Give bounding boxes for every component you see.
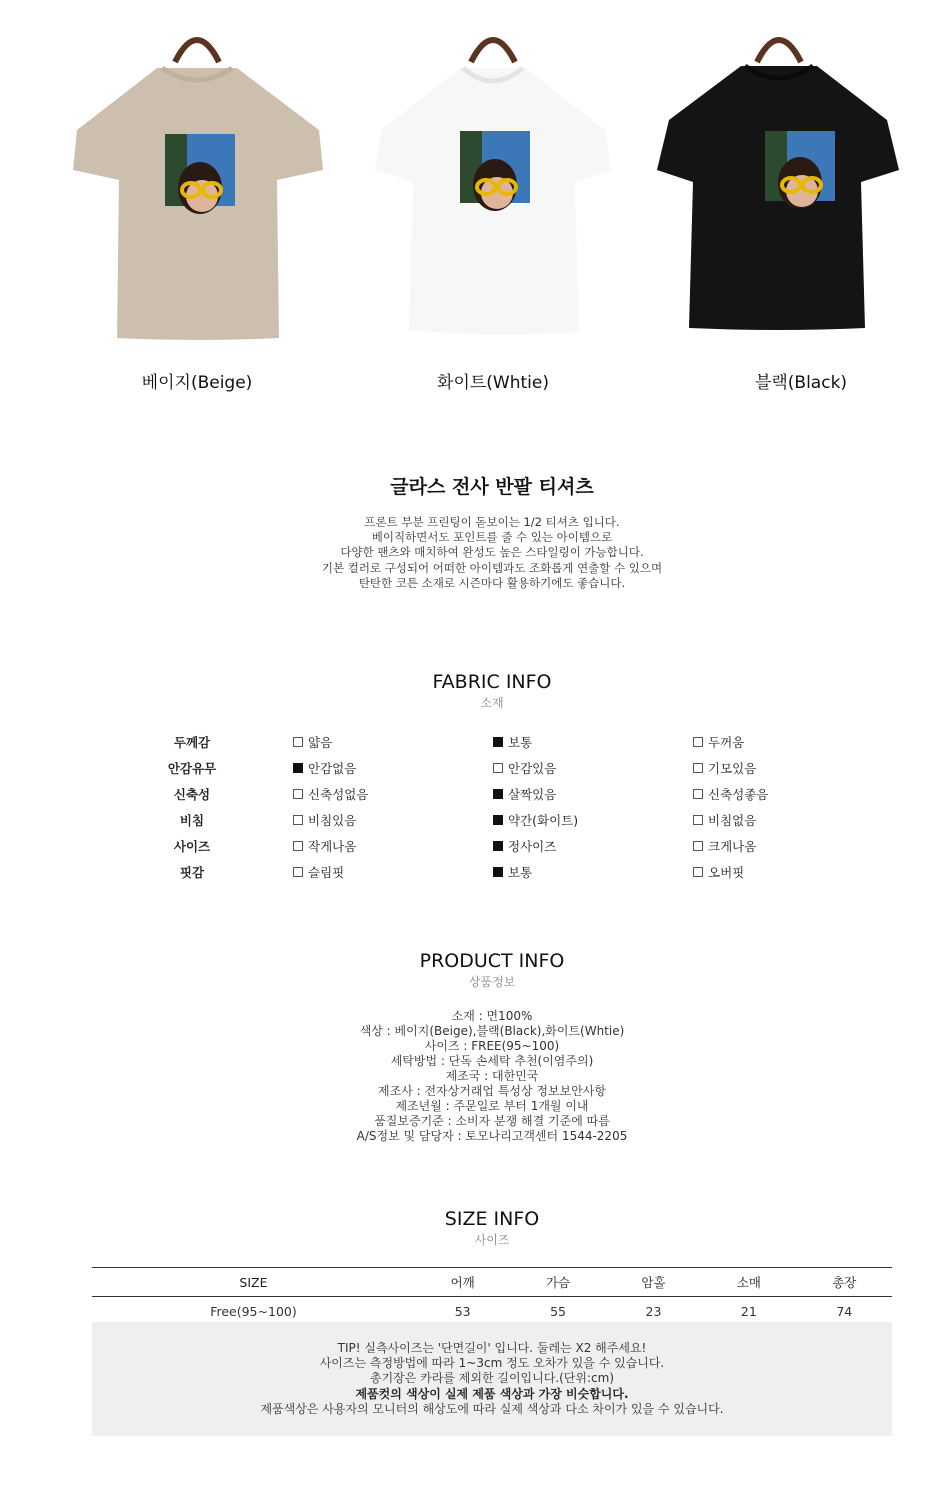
fabric-row bbox=[140, 759, 840, 785]
product-info-line: 세탁방법 : 단독 손세탁 추천(이염주의) bbox=[390, 1054, 594, 1068]
product-description bbox=[0, 515, 929, 591]
fabric-option bbox=[693, 837, 756, 855]
product-info-line: 색상 : 베이지(Beige),블랙(Black),화이트(Whtie) bbox=[359, 1024, 625, 1038]
fabric-row bbox=[140, 811, 840, 837]
product-info-line: A/S정보 및 담당자 : 토모나리고객센터 1544-2205 bbox=[356, 1129, 628, 1143]
fabric-option bbox=[493, 733, 532, 751]
fabric-row bbox=[140, 733, 840, 759]
fabric-option bbox=[293, 733, 332, 751]
unchecked-box-icon bbox=[293, 789, 303, 799]
fabric-option-text: 기모있음 bbox=[708, 761, 757, 776]
size-tip-box bbox=[92, 1322, 892, 1436]
fabric-option bbox=[693, 733, 744, 751]
unchecked-box-icon bbox=[693, 737, 703, 747]
fabric-option bbox=[293, 837, 356, 855]
fabric-row-label: 사이즈 bbox=[173, 839, 211, 854]
table-row bbox=[92, 1297, 892, 1326]
fabric-row bbox=[140, 837, 840, 863]
fabric-row-label: 핏감 bbox=[179, 865, 205, 880]
product-title: 글라스 전사 반팔 티셔츠 bbox=[390, 476, 594, 498]
fabric-option bbox=[693, 785, 768, 803]
fabric-option bbox=[293, 785, 368, 803]
product-info-subtitle: 상품정보 bbox=[468, 975, 516, 989]
fabric-option-text: 신축성없음 bbox=[308, 787, 369, 802]
fabric-table bbox=[140, 733, 840, 889]
checked-box-icon bbox=[493, 737, 503, 747]
fabric-option bbox=[693, 811, 756, 829]
size-column-header: 가슴 bbox=[510, 1268, 605, 1297]
fabric-row-label: 비침 bbox=[179, 813, 205, 828]
size-cell: 74 bbox=[836, 1303, 853, 1319]
size-cell: 21 bbox=[740, 1303, 757, 1319]
product-info-line: 제조사 : 전자상거래업 특성상 정보보안사항 bbox=[378, 1084, 606, 1098]
unchecked-box-icon bbox=[293, 841, 303, 851]
unchecked-box-icon bbox=[293, 867, 303, 877]
size-cell: 55 bbox=[550, 1303, 566, 1319]
description-line: 베이직하면서도 포인트를 줄 수 있는 아이템으로 bbox=[371, 530, 613, 545]
size-info-title: SIZE INFO bbox=[444, 1208, 540, 1230]
product-image-beige bbox=[47, 20, 347, 360]
fabric-option bbox=[493, 863, 532, 881]
size-cell: 23 bbox=[645, 1303, 662, 1319]
fabric-option-text: 보통 bbox=[508, 865, 533, 880]
tip-line: 사이즈는 측정방법에 따라 1~3cm 정도 오차가 있을 수 있습니다. bbox=[319, 1356, 665, 1371]
fabric-option bbox=[493, 759, 556, 777]
fabric-option-text: 정사이즈 bbox=[508, 839, 557, 854]
fabric-option-text: 약간(화이트) bbox=[508, 813, 579, 828]
fabric-option bbox=[493, 837, 556, 855]
unchecked-box-icon bbox=[693, 867, 703, 877]
color-label-black: 블랙(Black) bbox=[754, 373, 848, 393]
fabric-option-text: 비침없음 bbox=[708, 813, 757, 828]
fabric-option-text: 보통 bbox=[508, 735, 533, 750]
fabric-row-label: 신축성 bbox=[173, 787, 211, 802]
fabric-option bbox=[293, 759, 356, 777]
size-cell: Free(95~100) bbox=[210, 1303, 297, 1319]
product-info-list bbox=[0, 1009, 929, 1144]
fabric-info-subtitle: 소재 bbox=[480, 696, 504, 710]
fabric-row bbox=[140, 785, 840, 811]
tshirt-image bbox=[47, 20, 347, 360]
fabric-option-text: 살짝있음 bbox=[508, 787, 557, 802]
size-table-header bbox=[92, 1268, 892, 1297]
unchecked-box-icon bbox=[693, 763, 703, 773]
unchecked-box-icon bbox=[293, 737, 303, 747]
tip-line: TIP! 실측사이즈는 '단면길이' 입니다. 둘레는 X2 해주세요! bbox=[337, 1341, 647, 1355]
fabric-row bbox=[140, 863, 840, 889]
fabric-info-title: FABRIC INFO bbox=[432, 671, 552, 693]
description-line: 탄탄한 코튼 소재로 시즌마다 활용하기에도 좋습니다. bbox=[358, 575, 626, 590]
fabric-option-text: 작게나옴 bbox=[308, 839, 357, 854]
fabric-option-text: 크게나옴 bbox=[708, 839, 757, 854]
product-info-line: 품질보증기준 : 소비자 분쟁 해결 기준에 따름 bbox=[374, 1114, 610, 1128]
color-label-beige: 베이지(Beige) bbox=[141, 373, 253, 393]
product-image-white bbox=[343, 20, 643, 360]
tshirt-image bbox=[343, 20, 643, 360]
description-line: 기본 컬러로 구성되어 어떠한 아이템과도 조화롭게 연출할 수 있으며 bbox=[321, 560, 663, 575]
tip-line: 제품색상은 사용자의 모니터의 해상도에 따라 실제 색상과 다소 차이가 있을 수 있습니다. bbox=[260, 1401, 724, 1416]
unchecked-box-icon bbox=[493, 763, 503, 773]
checked-box-icon bbox=[493, 867, 503, 877]
fabric-option-text: 두꺼움 bbox=[708, 735, 745, 750]
product-info-title: PRODUCT INFO bbox=[419, 950, 565, 972]
tip-line: 총기장은 카라를 제외한 길이입니다.(단위:cm) bbox=[369, 1371, 615, 1386]
product-info-line: 제조년월 : 주문일로 부터 1개월 이내 bbox=[395, 1099, 589, 1113]
product-info-line: 제조국 : 대한민국 bbox=[445, 1069, 539, 1083]
size-column-header: 총장 bbox=[797, 1268, 892, 1297]
size-cell: 53 bbox=[454, 1303, 471, 1319]
fabric-option bbox=[693, 863, 744, 881]
product-info-line: 사이즈 : FREE(95~100) bbox=[424, 1039, 560, 1053]
fabric-option-text: 안감없음 bbox=[308, 761, 357, 776]
fabric-option bbox=[293, 863, 344, 881]
unchecked-box-icon bbox=[693, 815, 703, 825]
size-column-header: 어깨 bbox=[415, 1268, 510, 1297]
fabric-row-label: 안감유무 bbox=[167, 761, 217, 776]
fabric-option-text: 얇음 bbox=[308, 735, 333, 750]
fabric-option-text: 비침있음 bbox=[308, 813, 357, 828]
fabric-option-text: 슬림핏 bbox=[308, 865, 345, 880]
product-info-line: 소재 : 면100% bbox=[451, 1009, 533, 1023]
fabric-option bbox=[493, 811, 578, 829]
size-table bbox=[92, 1267, 892, 1325]
fabric-option-text: 안감있음 bbox=[508, 761, 557, 776]
fabric-option-text: 신축성좋음 bbox=[708, 787, 769, 802]
fabric-option bbox=[493, 785, 556, 803]
tip-line: 제품컷의 색상이 실제 제품 색상과 가장 비슷합니다. bbox=[355, 1386, 629, 1401]
unchecked-box-icon bbox=[693, 789, 703, 799]
unchecked-box-icon bbox=[693, 841, 703, 851]
checked-box-icon bbox=[493, 841, 503, 851]
checked-box-icon bbox=[493, 789, 503, 799]
unchecked-box-icon bbox=[293, 815, 303, 825]
tshirt-image bbox=[629, 20, 929, 360]
size-column-header: 소매 bbox=[701, 1268, 796, 1297]
description-line: 다양한 팬츠와 매치하여 완성도 높은 스타일링이 가능합니다. bbox=[340, 545, 644, 560]
checked-box-icon bbox=[493, 815, 503, 825]
fabric-option bbox=[693, 759, 756, 777]
size-info-subtitle: 사이즈 bbox=[474, 1233, 510, 1247]
color-label-white: 화이트(Whtie) bbox=[437, 373, 549, 393]
description-line: 프론트 부분 프린팅이 돋보이는 1/2 티셔츠 입니다. bbox=[364, 515, 620, 529]
size-column-header: SIZE bbox=[92, 1268, 415, 1297]
product-image-black bbox=[629, 20, 929, 360]
fabric-row-label: 두께감 bbox=[173, 735, 211, 750]
checked-box-icon bbox=[293, 763, 303, 773]
fabric-option bbox=[293, 811, 356, 829]
fabric-option-text: 오버핏 bbox=[708, 865, 745, 880]
size-column-header: 암홀 bbox=[606, 1268, 701, 1297]
